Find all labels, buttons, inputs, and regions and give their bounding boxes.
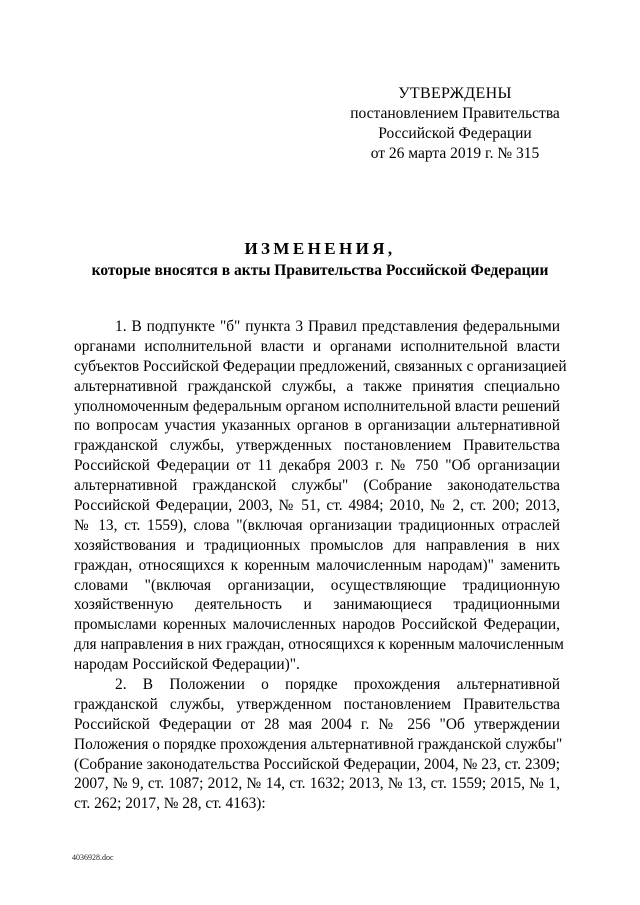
approval-line-2: Российской Федерации (378, 125, 532, 142)
paragraph-1 (74, 317, 567, 675)
document-title: ИЗМЕНЕНИЯ, (244, 239, 396, 258)
text-line: гражданской службы, утвержденных постановлением Правительства (74, 437, 560, 455)
text-line: 2. В Положении о порядке прохождения альтернативной (115, 676, 560, 694)
text-line: альтернативной гражданской службы, а также принятия специально (74, 377, 560, 395)
text-line: органами исполнительной власти и органами исполнительной власти (74, 337, 560, 355)
approval-line-1: постановлением Правительства (350, 105, 560, 122)
text-line: субъектов Российской Федерации предложений, связанных с организацией (74, 357, 567, 375)
document-subtitle: которые вносятся в акты Правительства Российской Федерации (91, 262, 549, 279)
text-line: ст. 262; 2017, № 28, ст. 4163): (74, 795, 266, 813)
text-line: хозяйствования и традиционных промыслов для направления в них (74, 536, 560, 554)
text-line: промыслами коренных малочисленных народов Российской Федерации, (74, 616, 560, 634)
document-body (74, 317, 567, 814)
text-line: уполномоченным федеральным органом исполнительной власти решений (74, 397, 560, 415)
approval-line-3: от 26 марта 2019 г. № 315 (370, 145, 540, 162)
text-line: Российской Федерации от 11 декабря 2003 г. № 750 "Об организации (74, 457, 560, 475)
paragraph-2 (74, 675, 563, 814)
text-line: хозяйственную деятельность и занимающиеся традиционными (74, 596, 560, 614)
text-line: (Собрание законодательства Российской Федерации, 2004, № 23, ст. 2309; (74, 755, 560, 773)
text-line: Российской Федерации, 2003, № 51, ст. 4984; 2010, № 2, ст. 200; 2013, (74, 497, 560, 515)
text-line: народам Российской Федерации)". (74, 656, 300, 674)
text-line: словами "(включая организации, осуществляющие традиционную (74, 576, 560, 594)
text-line: 2007, № 9, ст. 1087; 2012, № 14, ст. 1632; 2013, № 13, ст. 1559; 2015, № 1, (74, 775, 560, 793)
text-line: по вопросам участия указанных органов в организации альтернативной (74, 417, 560, 435)
approval-stamp (330, 84, 580, 164)
text-line: № 13, ст. 1559), слова "(включая организации традиционных отраслей (74, 516, 560, 534)
text-line: альтернативной гражданской службы" (Собрание законодательства (74, 477, 560, 495)
text-line: для направления в них граждан, относящихся к коренным малочисленным (74, 636, 564, 654)
text-line: граждан, относящихся к коренным малочисленным народам)" заменить (74, 556, 560, 574)
text-line: гражданской службы, утвержденном постановлением Правительства (74, 695, 560, 713)
file-name-footer: 4036928.doc (72, 853, 114, 862)
approval-heading: УТВЕРЖДЕНЫ (398, 85, 512, 102)
text-line: Российской Федерации от 28 мая 2004 г. № 256 "Об утверждении (74, 715, 560, 733)
text-line: Положения о порядке прохождения альтернативной гражданской службы" (74, 735, 563, 753)
text-line: 1. В подпункте "б" пункта 3 Правил представления федеральными (115, 318, 560, 335)
